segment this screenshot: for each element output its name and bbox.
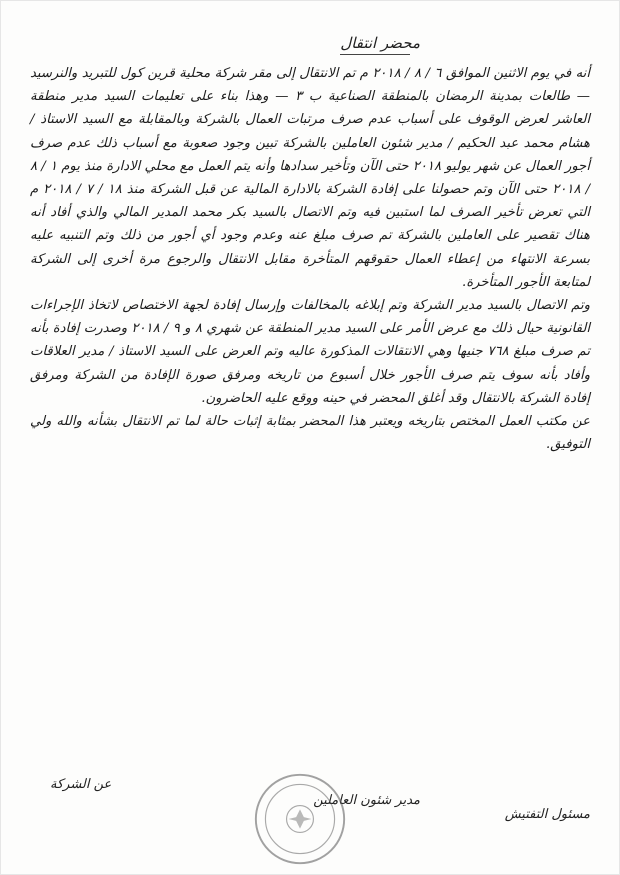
signature-inspector: مسئول التفتيش <box>504 807 590 822</box>
document-title: محضر انتقال <box>340 34 420 52</box>
signature-company: عن الشركة <box>50 777 112 792</box>
title-underline <box>340 54 410 55</box>
body-paragraph-3: عن مكتب العمل المختص بتاريخه ويعتبر هذا المحضر بمثابة إثبات حالة لما تم الانتقال بشأنه والله ولي التوفيق. <box>30 414 590 453</box>
body-paragraph-2: وتم الاتصال بالسيد مدير الشركة وتم إبلاغه بالمخالفات وإرسال إفادة لجهة الاختصاص لاتخاذ الإجراءات القانونية حيال ذلك مع عرض الأمر على السيد مدير المنطقة عن شهري ٨ و ٩ / ٢٠١٨ وصدرت إفادة بأنه تم صرف مبلغ ٧٦٨ جنيها وهي الانتقالات المذكورة عاليه وتم العرض على السيد الاستاذ / مدير العلاقات وأفاد بأنه سوف يتم صرف الأجور خلال أسبوع من تاريخه ومرفق صورة الإفادة من الشركة ومرفق إفادة الشركة بالانتقال وقد أغلق المحضر في حينه ووقع عليه الحاضرون. <box>30 298 591 406</box>
body-paragraph-1: أنه في يوم الاثنين الموافق ٦ / ٨ / ٢٠١٨ م تم الانتقال إلى مقر شركة محلية قرين كول للتبريد والنرسيد — طالعات بمدينة الرمضان بالمنطقة الصناعية ب ٣ — وهذا بناء على تعليمات السيد مدير منطقة العاشر لعرض الوقوف على أسباب عدم صرف مرتبات العمال بالشركة وبالمقابلة مع السيد الاستاذ / هشام محمد عبد الحكيم / مدير شئون العاملين بالشركة تبين وجود صعوبة مع أسباب ذلك عدم صرف أجور العمال عن شهر يوليو ٢٠١٨ حتى الآن وتأخير سدادها وأنه يتم العمل مع محلي الادارة منذ يوم ١ / ٨ / ٢٠١٨ حتى الآن وتم حصولنا على إفادة الشركة بالادارة المالية عن قبل الشركة منذ ١٨ / ٧ / ٢٠١٨ م التي تعرض تأخير الصرف لما استبين فيه وتم الاتصال بالسيد بكر محمد المدير المالي والذي أفاد أنه هناك تقصير على العاملين بالشركة تم صرف مبلغ عنه وعدم وجود أي أجور من ذلك وتم التنبيه عليه بسرعة الانتهاء من إعطاء العمال حقوقهم المتأخرة مقابل الانتقال والرجوع مرة أخرى إلى الشركة لمتابعة الأجور المتأخرة. <box>30 66 591 290</box>
signature-hr-manager: مدير شئون العاملين <box>313 793 420 808</box>
document-body <box>30 62 590 456</box>
official-stamp-icon <box>252 771 348 867</box>
